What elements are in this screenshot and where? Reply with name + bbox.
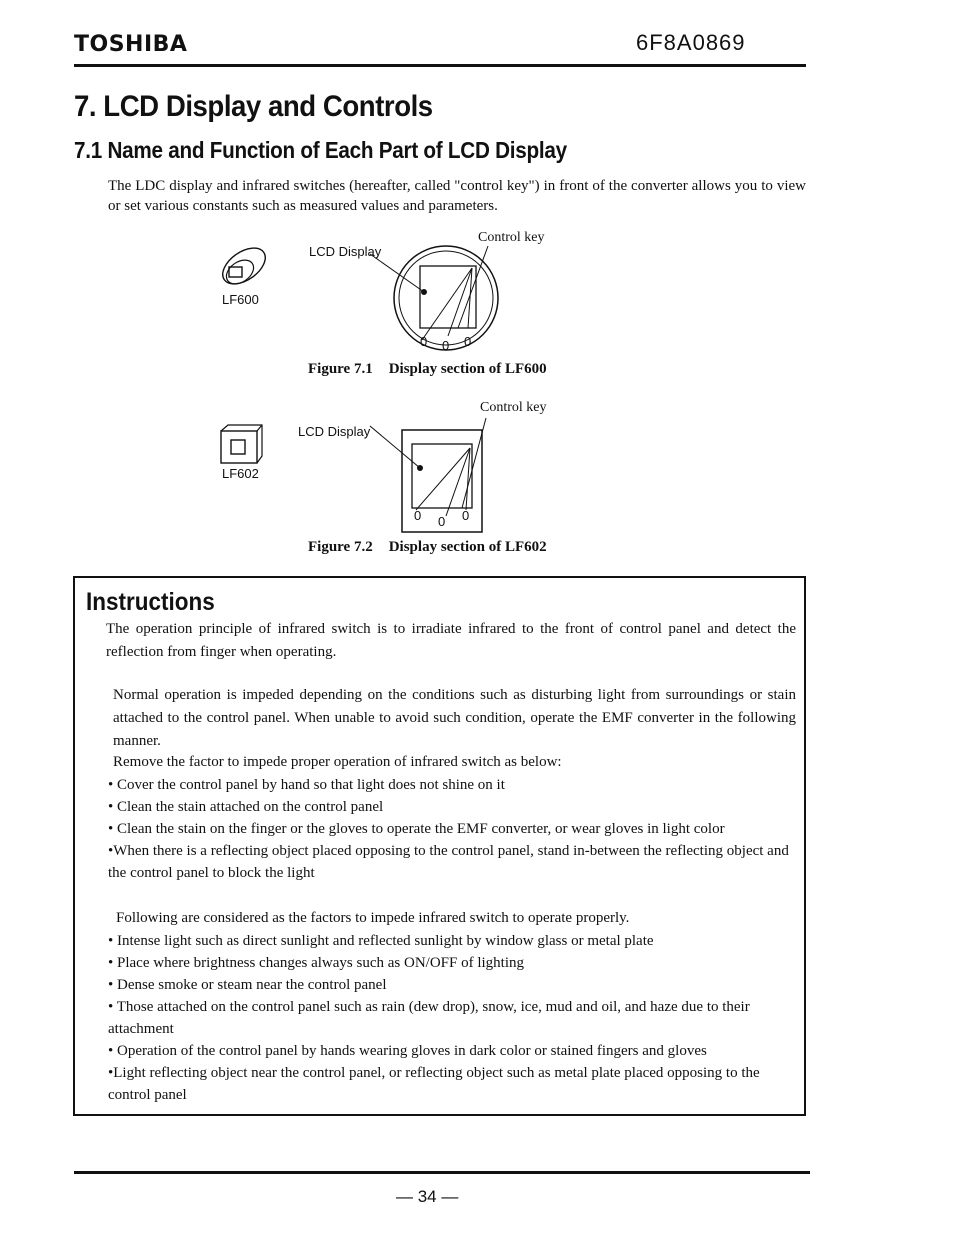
lf602-display-diagram — [366, 418, 496, 536]
instructions-remedy-intro: Remove the factor to impede proper operation of infrared switch as below: — [113, 754, 562, 770]
list-item: • Clean the stain attached on the control panel — [108, 799, 384, 815]
list-item: • Place where brightness changes always such as ON/OFF of lighting — [108, 955, 525, 971]
lf600-key-mark-2: 0 — [442, 338, 450, 353]
remedies-list — [108, 774, 798, 884]
instructions-factors-intro: Following are considered as the factors to impede infrared switch to operate properly. — [116, 910, 630, 926]
lf602-key-mark-2: 0 — [438, 514, 446, 529]
instructions-principle: The operation principle of infrared switch is to irradiate infrared to the front of control panel and detect the reflection from finger when operating. — [106, 621, 796, 660]
instructions-title: Instructions — [86, 588, 215, 616]
subsection-title: 7.1 Name and Function of Each Part of LCD Display — [74, 137, 567, 163]
figure-7-1-number: Figure 7.1 — [308, 361, 373, 377]
figure-7-2-number: Figure 7.2 — [308, 539, 373, 555]
header-rule — [74, 64, 806, 67]
lf600-key-mark-3: 0 — [464, 334, 472, 349]
lf602-lcd-label: LCD Display — [298, 424, 371, 439]
lf600-device-icon — [218, 244, 270, 292]
factors-list — [108, 930, 798, 1106]
lf602-key-mark-3: 0 — [462, 508, 470, 523]
list-item: • Dense smoke or steam near the control panel — [108, 977, 387, 993]
list-item: • Operation of the control panel by hands wearing gloves in dark color or stained fingers and gloves — [108, 1043, 707, 1059]
lf602-control-key-label: Control key — [480, 400, 547, 415]
document-number: 6F8A0869 — [636, 30, 746, 55]
list-item: • Those attached on the control panel such as rain (dew drop), snow, ice, mud and oil, and haze due to their attachment — [108, 999, 750, 1037]
lf600-control-key-label: Control key — [478, 230, 545, 245]
list-item: • Intense light such as direct sunlight and reflected sunlight by window glass or metal plate — [108, 933, 654, 949]
page-number: — 34 — — [396, 1187, 459, 1206]
list-item: •Light reflecting object near the control panel, or reflecting object such as metal plate placed opposing to the control panel — [108, 1065, 760, 1103]
list-item: • Clean the stain on the finger or the gloves to operate the EMF converter, or wear gloves in light color — [108, 821, 725, 837]
lf600-model-label: LF600 — [222, 292, 259, 307]
list-item: • Cover the control panel by hand so that light does not shine on it — [108, 777, 505, 793]
figure-7-2-text: Display section of LF602 — [388, 539, 547, 555]
list-item: •When there is a reflecting object placed opposing to the control panel, stand in-between the reflecting object and the control panel to block the light — [108, 843, 789, 881]
lf602-device-icon — [218, 424, 264, 464]
lf600-lcd-label: LCD Display — [309, 244, 382, 259]
brand-logo: TOSHIBA — [74, 32, 188, 57]
intro-paragraph: The LDC display and infrared switches (hereafter, called "control key") in front of the converter allows you to view or set various constants such as measured values and parameters. — [108, 178, 806, 214]
instructions-impediment: Normal operation is impeded depending on the conditions such as disturbing light from surroundings or stain attached to the control panel. When unable to avoid such condition, operate the EMF converter in the following manner. — [113, 687, 796, 749]
lf602-model-label: LF602 — [222, 466, 259, 481]
lf600-key-mark-1: 0 — [420, 334, 428, 349]
section-title: 7. LCD Display and Controls — [74, 90, 433, 123]
footer-rule — [74, 1171, 810, 1174]
lf600-display-diagram — [360, 248, 510, 358]
figure-7-1-caption — [308, 361, 547, 378]
lf602-key-mark-1: 0 — [414, 508, 422, 523]
figure-7-1-text: Display section of LF600 — [388, 361, 547, 377]
figure-7-2-caption — [308, 539, 547, 556]
